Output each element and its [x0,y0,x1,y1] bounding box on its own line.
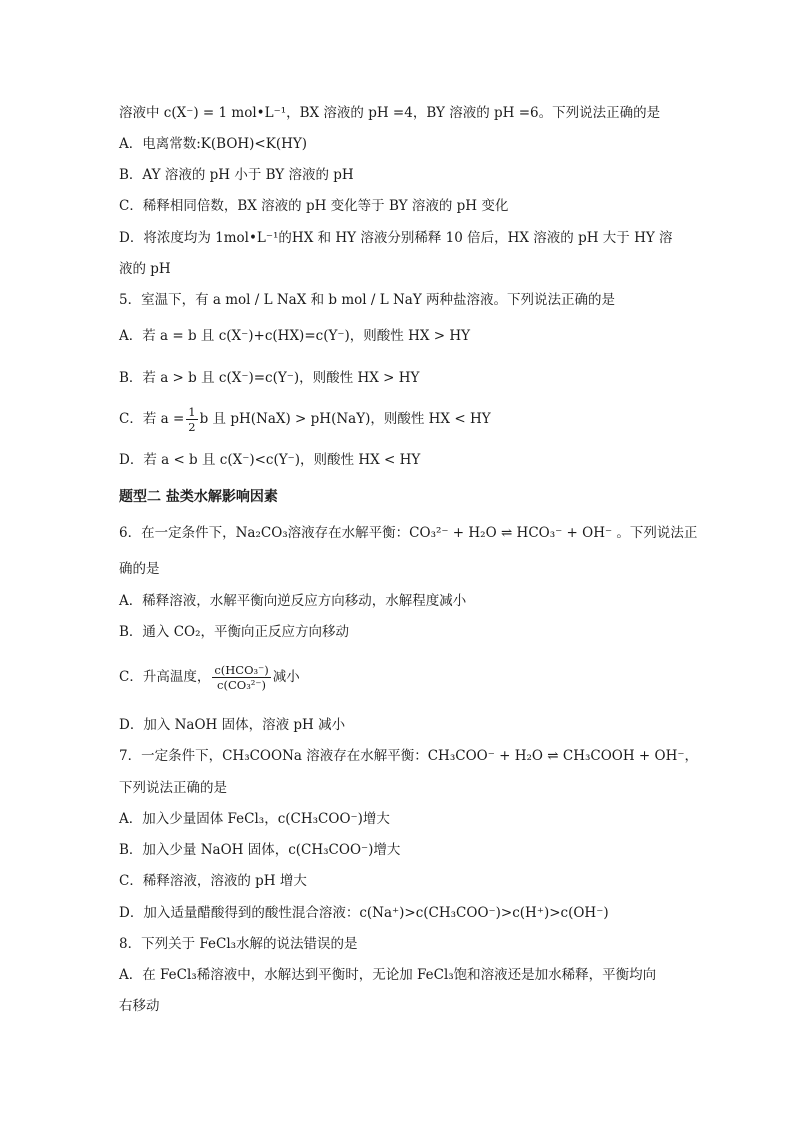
option-a-q8: A．在 FeCl₃稀溶液中，水解达到平衡时，无论加 FeCl₃饱和溶液还是加水稀释，平衡均向 [119,967,657,983]
text-line: 确的是 [119,561,160,577]
question-7: 7．一定条件下，CH₃COONa 溶液存在水解平衡：CH₃COO⁻ + H₂O ⇌ CH₃COOH + OH⁻， [119,748,698,764]
option-c-q7: C．稀释溶液，溶液的 pH 增大 [119,873,307,889]
question-5: 5．室温下，有 a mol / L NaX 和 b mol / L NaY 两种盐溶液。下列说法正确的是 [119,292,616,308]
section-heading: 题型二 盐类水解影响因素 [119,489,278,505]
option-a-q4: A．电离常数:K(BOH)<K(HY) [119,136,308,152]
fraction-concentration-ratio [212,664,270,691]
fraction-numerator: c(HCO₃⁻) [214,663,269,677]
text-line: 右移动 [119,998,160,1014]
text-line: 溶液中 c(X⁻) = 1 mol•L⁻¹，BX 溶液的 pH =4，BY 溶液的 pH =6。下列说法正确的是 [119,105,661,121]
question-6: 6．在一定条件下，Na₂CO₃溶液存在水解平衡：CO₃²⁻ + H₂O ⇌ HCO₃⁻ + OH⁻ 。下列说法正 [119,525,698,541]
option-d-q7: D．加入适量醋酸得到的酸性混合溶液：c(Na⁺)>c(CH₃COO⁻)>c(H⁺)>c(OH⁻) [119,905,609,921]
option-b-q7: B．加入少量 NaOH 固体，c(CH₃COO⁻)增大 [119,842,401,858]
option-a-q7: A．加入少量固体 FeCl₃，c(CH₃COO⁻)增大 [119,811,390,827]
option-d-q4: D．将浓度均为 1mol•L⁻¹的HX 和 HY 溶液分别稀释 10 倍后，HX 溶液的 pH 大于 HY 溶 [119,230,673,246]
text-line: 液的 pH [119,261,171,277]
fraction-numerator: 1 [188,405,196,419]
fraction-denominator: c(CO₃²⁻) [217,678,266,692]
option-b-q6: B．通入 CO₂，平衡向正反应方向移动 [119,624,350,640]
option-d-q6: D．加入 NaOH 固体，溶液 pH 减小 [119,717,346,733]
option-c-q5-suffix: b 且 pH(NaX) > pH(NaY)，则酸性 HX < HY [199,411,491,427]
option-b-q4: B．AY 溶液的 pH 小于 BY 溶液的 pH [119,167,354,183]
option-c-q4: C．稀释相同倍数，BX 溶液的 pH 变化等于 BY 溶液的 pH 变化 [119,198,509,214]
option-c-q5-prefix: C．若 a = [119,411,185,427]
option-d-q5: D．若 a < b 且 c(X⁻)<c(Y⁻)，则酸性 HX < HY [119,452,421,468]
option-c-q6-suffix: 减小 [272,669,300,685]
text-line: 下列说法正确的是 [119,780,227,796]
option-c-q6 [119,660,689,694]
fraction-one-half [186,406,197,433]
question-8: 8．下列关于 FeCl₃水解的说法错误的是 [119,936,358,952]
option-c-q5 [119,404,689,434]
option-a-q5: A．若 a = b 且 c(X⁻)+c(HX)=c(Y⁻)，则酸性 HX > HY [119,328,471,344]
fraction-denominator: 2 [188,420,196,434]
option-a-q6: A．稀释溶液，水解平衡向逆反应方向移动，水解程度减小 [119,593,467,609]
option-b-q5: B．若 a > b 且 c(X⁻)=c(Y⁻)，则酸性 HX > HY [119,370,420,386]
option-c-q6-prefix: C．升高温度， [119,669,211,685]
